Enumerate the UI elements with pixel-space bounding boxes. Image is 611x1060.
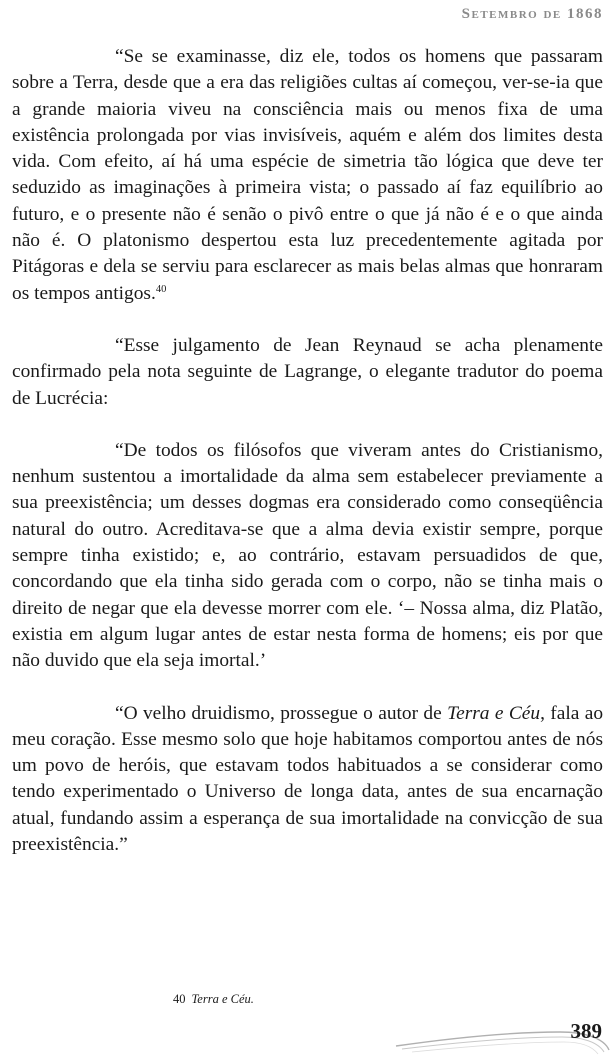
paragraph-1-text: “Se se examinasse, diz ele, todos os homens que passaram sobre a Terra, desde que a era das religiões cultas aí começou, ver-se-ia que a grande maioria viveu na consciência mais ou menos fixa de uma existência prolongada por vias invisíveis, aquém e além dos limites desta vida. Com efeito, aí há uma espécie de simetria tão lógica que deve ter seduzido as imaginações à primeira vista; o passado aí faz equilíbrio ao futuro, e o presente não é senão o pivô entre o que já não é e o que ainda não é. O platonismo despertou esta luz precedentemente agitada por Pitágoras e dela se serviu para esclarecer as mais belas almas que honraram os tempos antigos. xyxy=(12,46,603,304)
footnote-reference[interactable]: 40 xyxy=(155,283,167,295)
paragraph-4-text-after: , fala ao meu coração. Esse mesmo solo que hoje habitamos comportou antes de nós um povo de heróis, que estavam todos habituados a se considerar como tendo experimentado o Universo de longa data, antes de sua encarnação atual, fundando assim a esperança de sua imortalidade na convicção de sua preexistência.” xyxy=(12,702,604,856)
paragraph-4-text-before: “O velho druidismo, prossegue o autor de xyxy=(115,702,448,724)
body-text xyxy=(12,44,603,858)
paragraph-3 xyxy=(12,438,603,675)
footnote xyxy=(173,992,254,1007)
book-title: Terra e Céu xyxy=(447,702,541,724)
paragraph-3-text: “De todos os filósofos que viveram antes do Cristianismo, nenhum sustentou a imortalidade da alma sem estabelecer previamente a sua preexistência; um desses dogmas era considerado como conseqüência natural do outro. Acreditava-se que a alma devia existir sempre, porque sempre tinha existido; e, ao contrário, estavam persuadidos de que, concordando que ela tinha sido gerada com o corpo, não se tinha mais o direito de negar que ela devesse morrer com ele. ‘– Nossa alma, diz Platão, existia em algum lugar antes de estar nesta forma de homens; eis por que não duvido que ela seja imortal.’ xyxy=(12,439,603,672)
paragraph-2 xyxy=(12,333,603,412)
paragraph-4 xyxy=(12,701,603,859)
page-number: 389 xyxy=(570,1019,602,1043)
paragraph-1 xyxy=(12,44,603,307)
paragraph-2-text: “Esse julgamento de Jean Reynaud se acha plenamente confirmado pela nota seguinte de Lagrange, o elegante tradutor do poema de Lucrécia: xyxy=(12,334,603,409)
running-head: Setembro de 1868 xyxy=(461,6,603,22)
footnote-text: Terra e Céu. xyxy=(191,992,254,1006)
footnote-number: 40 xyxy=(173,992,186,1006)
